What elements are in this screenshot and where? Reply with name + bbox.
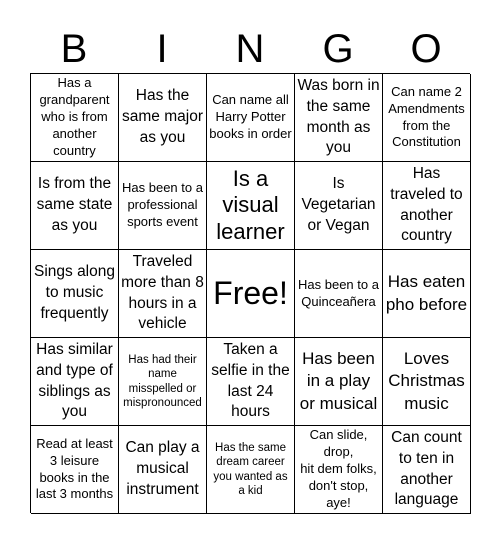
bingo-cell[interactable]: [31, 426, 119, 514]
bingo-cell-text: Loves Christmas music: [388, 349, 465, 413]
bingo-cell[interactable]: [207, 338, 295, 426]
bingo-cell-text: Has been to a Quinceañera: [298, 276, 379, 309]
bingo-cell[interactable]: [295, 162, 383, 250]
bingo-cell-text: Was born in the same month as you: [297, 76, 380, 157]
bingo-header: [30, 24, 470, 74]
bingo-cell[interactable]: [207, 426, 295, 514]
free-space-text: Free!: [213, 274, 288, 311]
bingo-cell[interactable]: [31, 162, 119, 250]
header-letter-i: I: [156, 27, 168, 71]
bingo-cell-text: Has been in a play or musical: [299, 349, 378, 413]
bingo-cell-text: Has had their name misspelled or mispronounced: [123, 353, 202, 409]
bingo-cell-text: Has the same major as you: [122, 87, 203, 146]
bingo-cell[interactable]: [383, 162, 471, 250]
bingo-cell[interactable]: [119, 426, 207, 514]
bingo-cell-text: Taken a selfie in the last 24 hours: [211, 340, 290, 421]
bingo-cell[interactable]: [207, 162, 295, 250]
bingo-cell[interactable]: [383, 250, 471, 338]
bingo-cell-text: Can name all Harry Potter books in order: [209, 92, 292, 141]
bingo-cell[interactable]: [31, 338, 119, 426]
bingo-cell-text: Has traveled to another country: [390, 164, 463, 245]
bingo-cell[interactable]: [31, 74, 119, 162]
bingo-cell-text: Has eaten pho before: [385, 272, 468, 314]
bingo-cell-text: Can play a musical instrument: [125, 439, 200, 498]
bingo-cell-text: Is from the same state as you: [36, 175, 113, 234]
bingo-cell-text: Has a grandparent who is from another country: [39, 75, 110, 158]
bingo-cell[interactable]: [295, 338, 383, 426]
bingo-cell-text: Has been to a professional sports event: [122, 180, 203, 229]
bingo-cell-text: Can slide, drop, hit dem folks, don't stop, aye!: [300, 427, 377, 510]
bingo-cell-text: Has similar and type of siblings as you: [36, 340, 113, 421]
bingo-cell[interactable]: [383, 338, 471, 426]
free-space-cell[interactable]: [207, 250, 295, 338]
header-letter-o: O: [410, 27, 442, 71]
bingo-cell-text: Can name 2 Amendments from the Constitution: [388, 83, 465, 150]
bingo-cell-text: Can count to ten in another language: [391, 428, 462, 509]
bingo-cell-text: Sings along to music frequently: [33, 263, 115, 322]
bingo-cell[interactable]: [383, 74, 471, 162]
bingo-cell-text: Has the same dream career you wanted as a kid: [213, 441, 288, 497]
bingo-cell-text: Is a visual learner: [216, 165, 285, 244]
bingo-card-grid: [30, 73, 470, 513]
bingo-cell-text: Read at least 3 leisure books in the last 3 months: [35, 435, 114, 502]
bingo-cell[interactable]: [119, 74, 207, 162]
bingo-cell[interactable]: [119, 250, 207, 338]
header-letter-n: N: [235, 27, 265, 71]
bingo-cell-text: Is Vegetarian or Vegan: [301, 175, 376, 234]
bingo-cell[interactable]: [119, 338, 207, 426]
bingo-cell[interactable]: [119, 162, 207, 250]
bingo-cell[interactable]: [31, 250, 119, 338]
header-letter-b: B: [60, 27, 88, 71]
bingo-cell-text: Traveled more than 8 hours in a vehicle: [121, 252, 204, 333]
header-letter-g: G: [322, 27, 354, 71]
bingo-cell[interactable]: [295, 426, 383, 514]
bingo-cell[interactable]: [383, 426, 471, 514]
bingo-cell[interactable]: [207, 74, 295, 162]
bingo-cell[interactable]: [295, 74, 383, 162]
bingo-cell[interactable]: [295, 250, 383, 338]
